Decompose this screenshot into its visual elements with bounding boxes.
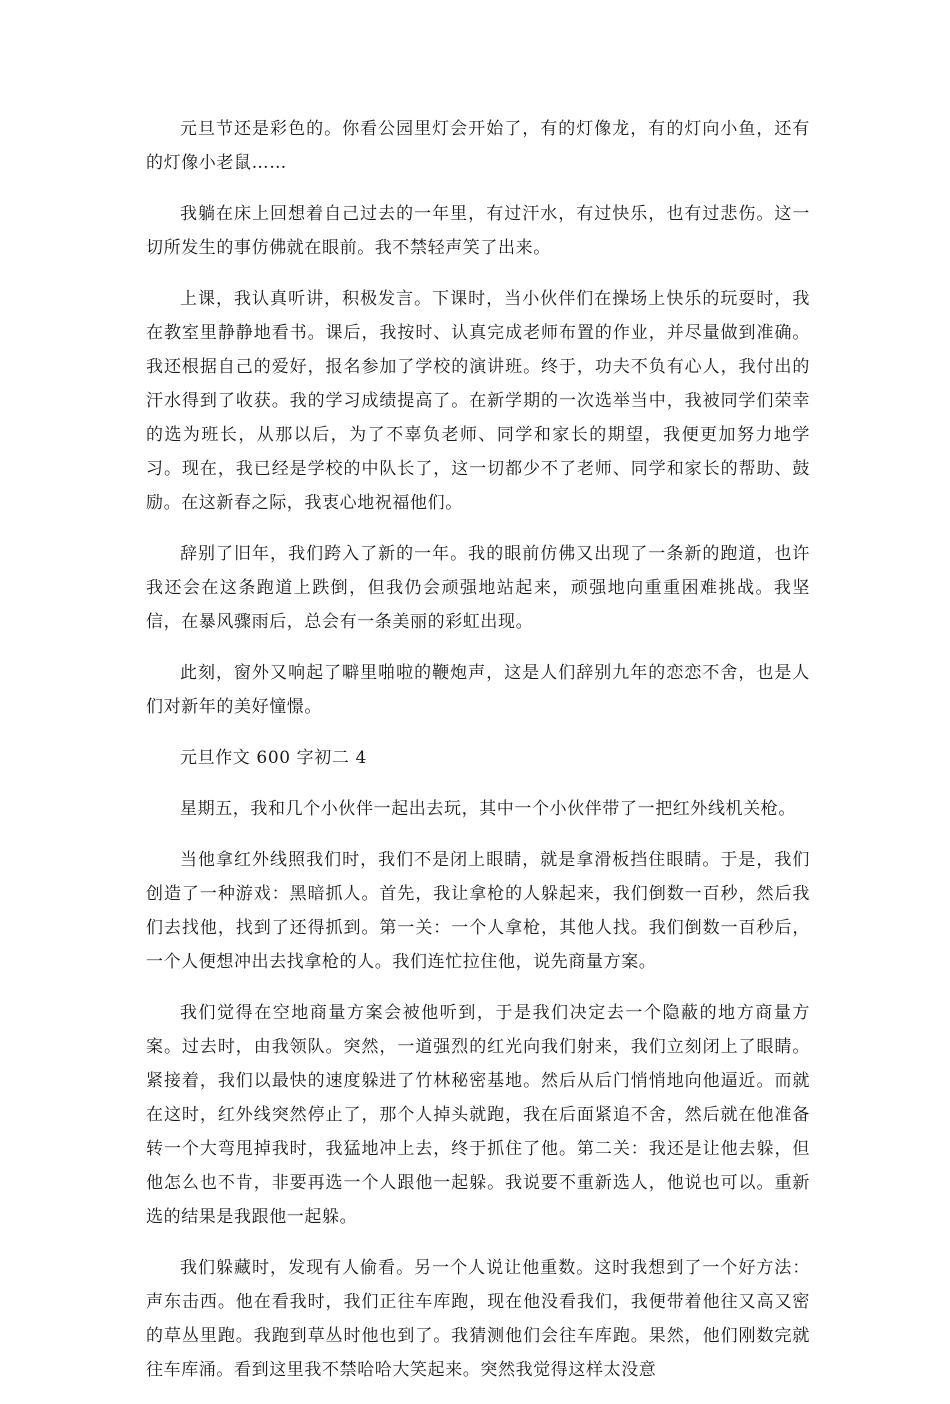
paragraph: 此刻，窗外又响起了噼里啪啦的鞭炮声，这是人们辞别九年的恋恋不舍，也是人们对新年的美好憧憬。	[146, 663, 810, 717]
paragraph: 星期五，我和几个小伙伴一起出去玩，其中一个小伙伴带了一把红外线机关枪。	[180, 799, 796, 819]
paragraph: 当他拿红外线照我们时，我们不是闭上眼睛，就是拿滑板挡住眼睛。于是，我们创造了一种游戏：黑暗抓人。首先，我让拿枪的人躲起来，我们倒数一百秒，然后我们去找他，找到了还得抓到。第一关：一个人拿枪，其他人找。我们倒数一百秒后，一个人便想冲出去找拿枪的人。我们连忙拉住他，说先商量方案。	[146, 850, 810, 972]
paragraph: 我们觉得在空地商量方案会被他听到，于是我们决定去一个隐蔽的地方商量方案。过去时，由我领队。突然，一道强烈的红光向我们射来，我们立刻闭上了眼睛。紧接着，我们以最快的速度躲进了竹林秘密基地。然后从后门悄悄地向他逼近。而就在这时，红外线突然停止了，那个人掉头就跑，我在后面紧追不舍，然后就在他准备转一个大弯甩掉我时，我猛地冲上去，终于抓住了他。第二关：我还是让他去躲，但他怎么也不肯，非要再选一个人跟他一起躲。我说要不重新选人，他说也可以。重新选的结果是我跟他一起躲。	[146, 1003, 810, 1227]
paragraph: 我们躲藏时，发现有人偷看。另一个人说让他重数。这时我想到了一个好方法：声东击西。他在看我时，我们正往车库跑，现在他没看我们，我便带着他往又高又密的草丛里跑。我跑到草丛时他也到了。我猜测他们会往车库跑。果然，他们刚数完就往车库涌。看到这里我不禁哈哈大笑起来。突然我觉得这样太没意	[146, 1258, 810, 1380]
paragraph: 上课，我认真听讲，积极发言。下课时，当小伙伴们在操场上快乐的玩耍时，我在教室里静静地看书。课后，我按时、认真完成老师布置的作业，并尽量做到准确。我还根据自己的爱好，报名参加了学校的演讲班。终于，功夫不负有心人，我付出的汗水得到了收获。我的学习成绩提高了。在新学期的一次选举当中，我被同学们荣幸的选为班长，从那以后，为了不辜负老师、同学和家长的期望，我便更加努力地学习。现在，我已经是学校的中队长了，这一切都少不了老师、同学和家长的帮助、鼓励。在这新春之际，我衷心地祝福他们。	[146, 289, 810, 513]
paragraph: 辞别了旧年，我们跨入了新的一年。我的眼前仿佛又出现了一条新的跑道，也许我还会在这条跑道上跌倒，但我仍会顽强地站起来，顽强地向重重困难挑战。我坚信，在暴风骤雨后，总会有一条美丽的彩虹出现。	[146, 544, 810, 632]
paragraph: 我躺在床上回想着自己过去的一年里，有过汗水，有过快乐，也有过悲伤。这一切所发生的事仿佛就在眼前。我不禁轻声笑了出来。	[146, 204, 810, 258]
document-body	[146, 112, 810, 1404]
paragraph: 元旦节还是彩色的。你看公园里灯会开始了，有的灯像龙，有的灯向小鱼，还有的灯像小老鼠……	[146, 119, 810, 173]
section-title: 元旦作文 600 字初二 4	[180, 748, 367, 768]
